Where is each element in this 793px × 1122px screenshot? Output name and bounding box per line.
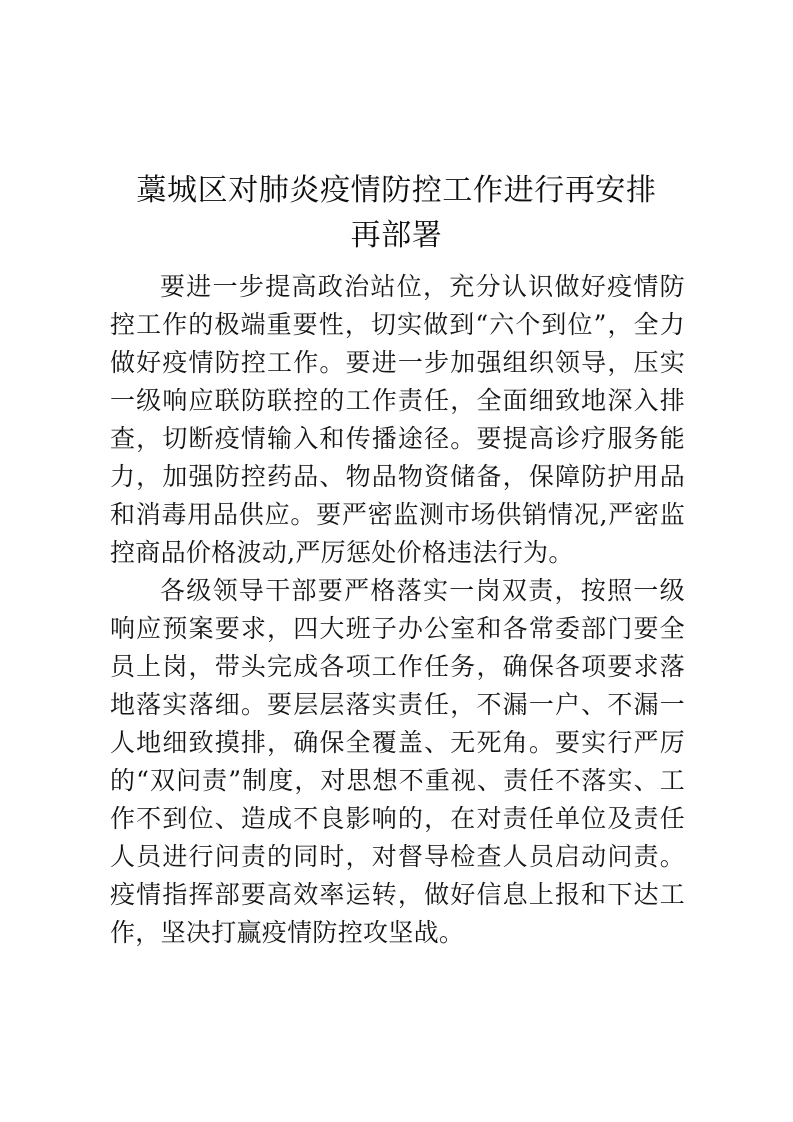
title-line-2: 再部署: [350, 219, 443, 253]
body-paragraph-2: 各级领导干部要严格落实一岗双责，按照一级响应预案要求，四大班子办公室和各常委部门要全员上岗，带头完成各项工作任务，确保各项要求落地落实落细。要层层落实责任，不漏一户、不漏一人地细致摸排，确保全覆盖、无死角。要实行严厉的“双问责”制度，对思想不重视、责任不落实、工作不到位、造成不良影响的，在对责任单位及责任人员进行问责的同时，对督导检查人员启动问责。疫情指挥部要高效率运转，做好信息上报和下达工作，坚决打赢疫情防控攻坚战。: [110, 576, 685, 947]
page-title: [110, 168, 683, 258]
title-line-1: 藁城区对肺炎疫情防控工作进行再安排: [136, 174, 657, 208]
document-body: [110, 268, 685, 952]
body-paragraph-1: 要进一步提高政治站位，充分认识做好疫情防控工作的极端重要性，切实做到“六个到位”，全力做好疫情防控工作。要进一步加强组织领导，压实一级响应联防联控的工作责任，全面细致地深入排查，切断疫情输入和传播途径。要提高诊疗服务能力，加强防控药品、物品物资储备，保障防护用品和消毒用品供应。要严密监测市场供销情况,严密监控商品价格波动,严厉惩处价格违法行为。: [110, 272, 685, 567]
